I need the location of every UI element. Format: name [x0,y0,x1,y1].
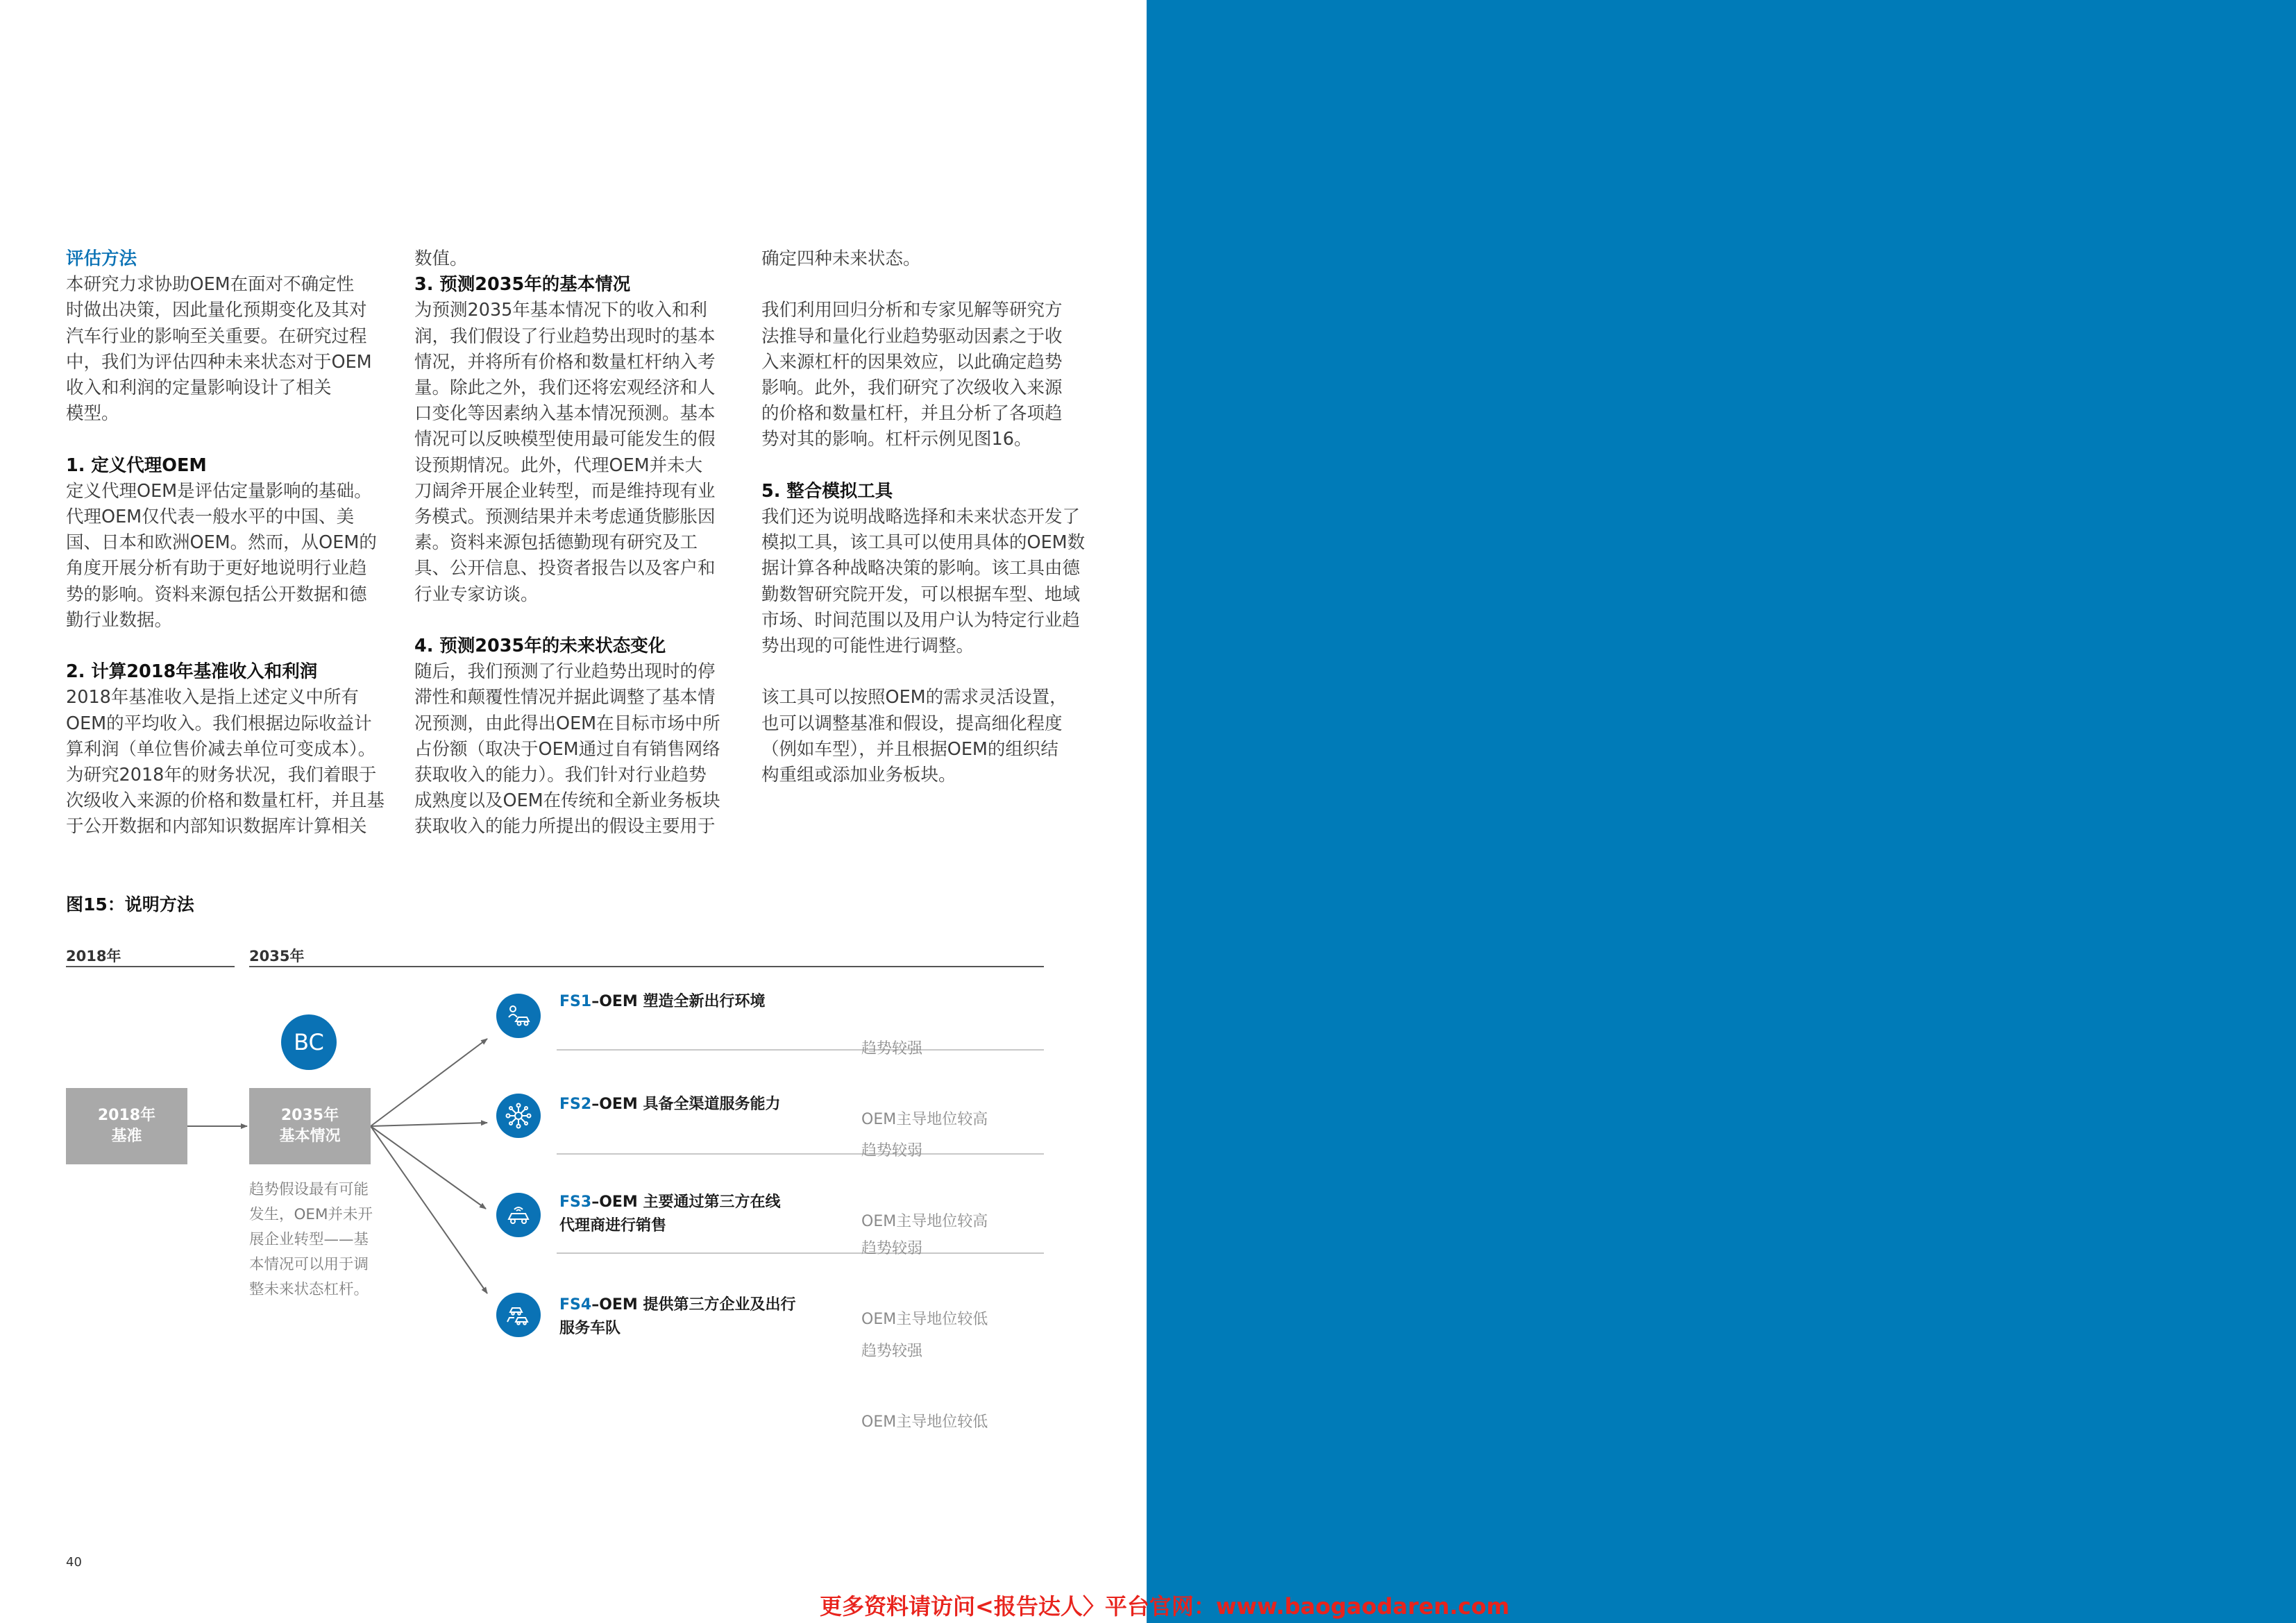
fleet-icon [496,1293,541,1337]
new-mobility-icon [496,994,541,1038]
scenario-fs4-label [559,1293,795,1341]
blue-side-panel [1147,0,2296,1623]
oem-dominance: OEM主导地位较低 [861,1311,988,1328]
step-5-title: 5. 整合模拟工具 [761,480,893,502]
scenario-fs1-label [559,990,765,1014]
oem-dominance: OEM主导地位较高 [861,1213,988,1230]
trend-strength: 趋势较弱 [861,1142,923,1159]
arrow-to-fs4 [371,1126,487,1293]
trend-strength: 趋势较强 [861,1040,923,1057]
omnichannel-network-icon [496,1094,541,1138]
intro-paragraph: 本研究力求协助OEM在面对不确定性 时做出决策，因此量化预期变化及其对 汽车行业的影响至关重要。在研究过程 中，我们为评估四种未来状态对于OEM 收入和利润的定量影响设计了相关 模型。 [66,274,372,425]
scenario-fs3-label [559,1191,780,1238]
section-heading-assessment: 评估方法 [66,248,137,269]
base-case-badge: BC [281,1014,337,1070]
scenario-fs2-label [559,1093,780,1116]
tool-flexibility-paragraph: 该工具可以按照OEM的需求灵活设置， 也可以调整基准和假设，提高细化程度 （例如车型），并且根据OEM的组织结 构重组或添加业务板块。 [761,687,1067,786]
scenario-code: FS1 [559,993,592,1010]
regression-paragraph: 我们利用回归分析和专家见解等研究方 法推导和量化行业趋势驱动因素之于收 入来源杠杆的因果效应，以此确定趋势 影响。此外，我们研究了次级收入来源 的价格和数量杠杆，并且分析了各项趋 势对其的影响。杠杆示例见图16。 [761,300,1063,450]
step-1-body: 定义代理OEM是评估定量影响的基础。 代理OEM仅代表一般水平的中国、美 国、日本和欧洲OEM。然而，从OEM的 角度开展分析有助于更好地说明行业趋 势的影响。资料来源包括公开数据和德 勤行业数据。 [66,480,377,631]
base-case-2035-box: 2035年 基本情况 [249,1088,371,1164]
arrow-to-fs3 [371,1126,486,1209]
oem-dominance: OEM主导地位较高 [861,1111,988,1128]
arrow-to-fs1 [371,1039,487,1126]
base-case-caption: 趋势假设最有可能 发生，OEM并未开 展企业转型——基 本情况可以用于调 整未来状态杠杆。 [249,1181,373,1298]
scenario-code: FS3 [559,1193,592,1211]
timeline-label-2018: 2018年 [66,948,121,965]
scenario-code: FS2 [559,1096,592,1113]
baseline-2018-box: 2018年 基准 [66,1088,187,1164]
arrow-to-fs2 [371,1123,487,1126]
step-3-body: 为预测2035年基本情况下的收入和利 润，我们假设了行业趋势出现时的基本 情况，并将所有价格和数量杠杆纳入考 量。除此之外，我们还将宏观经济和人 口变化等因素纳入基本情况预测。基本 情况可以反映模型使用最可能发生的假 设预期情况。此外，代理OEM并未大 刀阔斧开展企业转型，而是维持现有业 务模式。预测结果并未考虑通货膨胀因 素。资料来源包括德勤现有研究及工 具、公开信息、投资者报告以及客户和 行业专家访谈。 [414,300,716,605]
step-3-title: 3. 预测2035年的基本情况 [414,274,631,296]
step-4-body: 随后，我们预测了行业趋势出现时的停 滞性和颠覆性情况并据此调整了基本情 况预测，由此得出OEM在目标市场中所 占份额（取决于OEM通过自有销售网络 获取收入的能力）。我们针对行业趋势 成熟度以及OEM在传统和全新业务板块 获取收入的能力所提出的假设主要用于 [414,661,720,838]
scenario-code: FS4 [559,1296,592,1314]
trend-strength: 趋势较弱 [861,1240,923,1257]
step-1-title: 1. 定义代理OEM [66,454,207,476]
figure-title: 图15：说明方法 [66,894,194,915]
scenario-title: –OEM 主要通过第三方在线 代理商进行销售 [559,1193,781,1234]
step-5-body: 我们还为说明战略选择和未来状态开发了 模拟工具，该工具可以使用具体的OEM数 据计算各种战略决策的影响。该工具由德 勤数智研究院开发，可以根据车型、地域 市场、时间范围以及用户认为特定行业趋 势出现的可能性进行调整。 [761,507,1086,657]
step-2-title: 2. 计算2018年基准收入和利润 [66,661,318,683]
page-number: 40 [66,1555,82,1570]
trend-strength: 趋势较强 [861,1343,923,1360]
scenario-fs4-attributes [861,1293,988,1458]
continued-text: 数值。 [414,248,468,269]
timeline-label-2035: 2035年 [249,948,305,965]
oem-dominance: OEM主导地位较低 [861,1413,988,1431]
online-agent-car-icon [496,1193,541,1237]
continued-text: 确定四种未来状态。 [761,248,921,269]
scenario-title: –OEM 具备全渠道服务能力 [591,1096,781,1113]
scenario-title: –OEM 塑造全新出行环境 [591,993,766,1010]
step-2-body: 2018年基准收入是指上述定义中所有 OEM的平均收入。我们根据边际收益计 算利润（单位售价减去单位可变成本）。 为研究2018年的财务状况，我们着眼于 次级收入来源的价格和数量杠杆，并且基 于公开数据和内部知识数据库计算相关 [66,687,385,838]
step-4-title: 4. 预测2035年的未来状态变化 [414,636,666,657]
promo-footer-text: 更多资料请访问<报告达人〉平台官网：www.baogaodaren.com [820,1593,1510,1620]
scenario-title: –OEM 提供第三方企业及出行 服务车队 [559,1296,796,1337]
